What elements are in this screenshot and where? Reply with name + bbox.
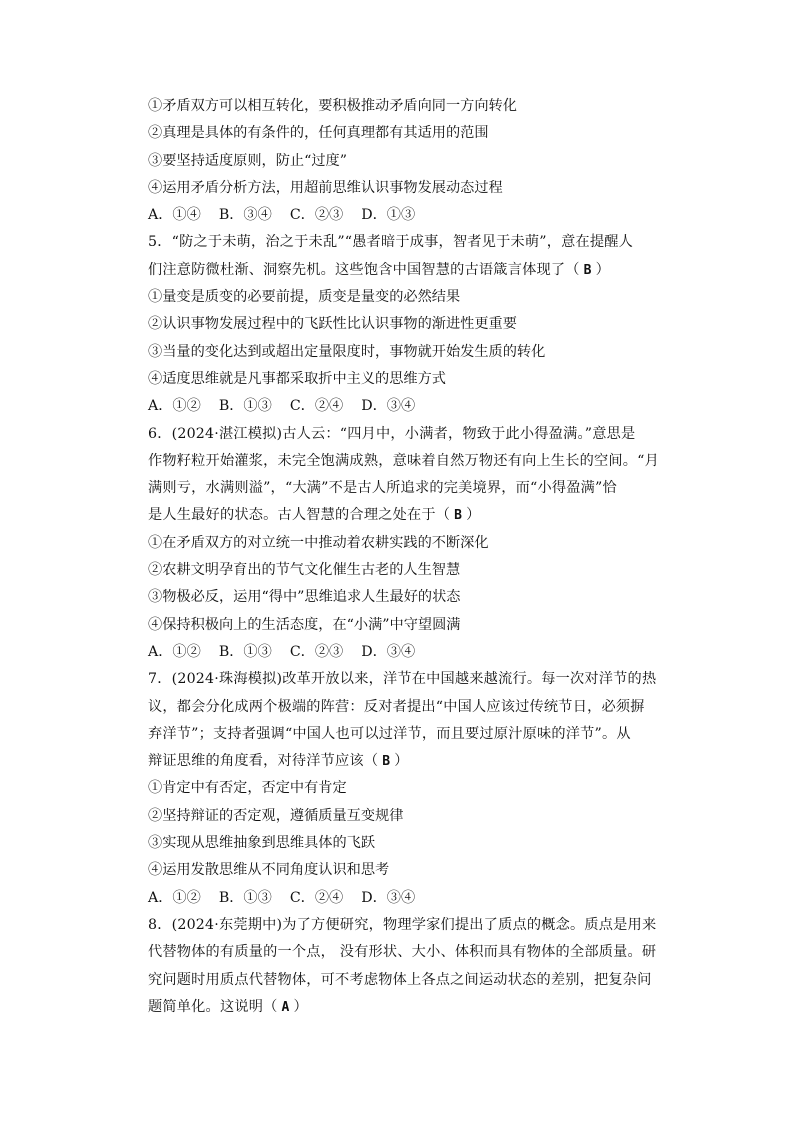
answer-option: A．①④ [148,207,201,224]
answer-option: D．③④ [361,643,416,660]
answer-option: C．②④ [289,889,344,906]
question-stem-text: 题简单化。这说明（ [148,998,278,1015]
question-stem-line: 满则亏，水满则溢”，“大满”不是古人所追求的完美境界，而“小得盈满”恰 [148,480,617,497]
answer-options-row [148,393,648,420]
statement-item: ②坚持辩证的否定观，遵循质量互变规律 [148,807,404,824]
answer-options-row [148,639,648,666]
question-stem-line: 究问题时用质点代替物体，可不考虑物体上各点之间运动状态的差别，把复杂问 [148,971,652,988]
answer-key: B [454,508,463,524]
answer-key: B [382,754,391,770]
statement-item: ③物极必反，运用“得中”思维追求人生最好的状态 [148,589,461,606]
question-stem-text: 是人生最好的状态。古人智慧的合理之处在于（ [148,507,451,524]
statement-item: ①在矛盾双方的对立统一中推动着农耕实践的不断深化 [148,534,489,551]
answer-option: B．①③ [218,889,272,906]
question-content [148,93,660,1021]
statement-item: ④适度思维就是凡事都采取折中主义的思维方式 [148,370,446,387]
statement-item: ①矛盾双方可以相互转化，要积极推动矛盾向同一方向转化 [148,98,517,114]
question-stem-start: 5．“防之于未萌，治之于未乱”“愚者暗于成事，智者见于未萌”，意在提醒人 [148,234,634,251]
question-stem-line: 作物籽粒开始灌浆，未完全饱满成熟，意味着自然万物还有向上生长的空间。“月 [148,452,660,469]
answer-option: C．②③ [289,207,344,224]
statement-item: ②认识事物发展过程中的飞跃性比认识事物的渐进性更重要 [148,316,517,333]
statement-item: ①量变是质变的必要前提，质变是量变的必然结果 [148,289,461,306]
question-stem-line: 议，都会分化成两个极端的阵营：反对者提出“中国人应该过传统节日，必须摒 [148,698,645,715]
answer-option: D．③④ [361,398,416,415]
statement-item: ③要坚持适度原则，防止“过度” [148,152,347,169]
answer-options-row [148,202,648,229]
question-stem-text: 辩证思维的角度看，对待洋节应该（ [148,753,379,770]
answer-option: A．①② [148,889,201,906]
answer-bracket-close: ） [293,998,308,1015]
statement-item: ②真理是具体的有条件的，任何真理都有其适用的范围 [148,125,489,142]
statement-item: ③当量的变化达到或超出定量限度时，事物就开始发生质的转化 [148,343,546,360]
question-stem-line [148,502,648,529]
statement-item: ④保持积极向上的生活态度，在“小满”中守望圆满 [148,616,461,633]
answer-option: B．①③ [218,643,272,660]
answer-option: C．②④ [289,398,344,415]
statement-item: ②农耕文明孕育出的节气文化催生古老的人生智慧 [148,562,461,579]
question-stem-text: 们注意防微杜渐、洞察先机。这些饱含中国智慧的古语箴言体现了（ [148,261,580,278]
answer-options-row [148,885,648,912]
answer-option: C．②③ [289,643,344,660]
question-stem-start: 7．(2024·珠海模拟)改革开放以来，洋节在中国越来越流行。每一次对洋节的热 [148,671,657,688]
answer-key: B [583,262,592,278]
question-stem-line: 代替物体的有质量的一个点， 没有形状、大小、体积而具有物体的全部质量。研 [148,944,657,961]
answer-option: B．①③ [218,398,272,415]
answer-option: A．①② [148,398,201,415]
statement-item: ④运用发散思维从不同角度认识和思考 [148,862,390,879]
answer-bracket-close: ） [466,507,481,524]
answer-bracket-close: ） [394,753,409,770]
answer-key: A [281,999,290,1015]
question-stem-line [148,994,648,1021]
answer-bracket-close: ） [595,261,611,278]
answer-option: B．③④ [218,207,272,224]
answer-option: A．①② [148,643,201,660]
statement-item: ④运用矛盾分析方法，用超前思维认识事物发展动态过程 [148,179,503,196]
statement-item: ③实现从思维抽象到思维具体的飞跃 [148,835,376,852]
question-stem-line [148,257,648,284]
question-stem-line [148,748,648,775]
answer-option: D．③④ [361,889,416,906]
answer-option: D．①③ [361,207,416,224]
statement-item: ①肯定中有否定，否定中有肯定 [148,780,347,797]
question-stem-start: 8．(2024·东莞期中)为了方便研究，物理学家们提出了质点的概念。质点是用来 [148,916,657,933]
question-stem-line: 弃洋节”；支持者强调“中国人也可以过洋节，而且要过原汁原味的洋节”。从 [148,725,631,742]
question-stem-start: 6．(2024·湛江模拟)古人云：“四月中，小满者，物致于此小得盈满。”意思是 [148,425,636,442]
